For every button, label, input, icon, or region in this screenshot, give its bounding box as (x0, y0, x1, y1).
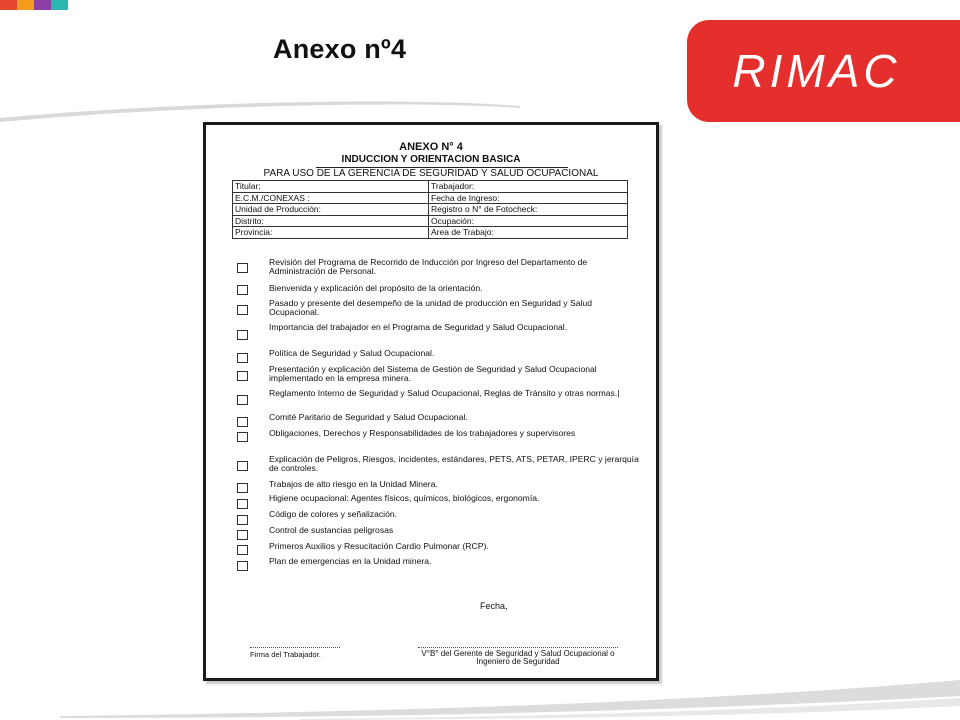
checkbox[interactable] (237, 305, 248, 315)
checklist-item-label: Plan de emergencias en la Unidad minera. (269, 556, 432, 566)
info-cell-left: Provincia: (233, 227, 429, 239)
checkbox[interactable] (237, 483, 248, 493)
info-cell-right: Ocupación: (429, 215, 628, 227)
checkbox[interactable] (237, 545, 248, 555)
checklist-item-label: Higiene ocupacional: Agentes físicos, químicos, biológicos, ergonomía. (269, 493, 540, 503)
checklist-item-label: Presentación y explicación del Sistema de Gestión de Seguridad y Salud Ocupacional implementado en la empresa minera. (269, 364, 597, 383)
checkbox[interactable] (237, 353, 248, 363)
info-cell-right: Fecha de Ingreso: (429, 192, 628, 204)
checklist-item-label: Reglamento Interno de Seguridad y Salud Ocupacional, Reglas de Tránsito y otras normas.| (269, 388, 620, 398)
checkbox[interactable] (237, 530, 248, 540)
annex-document (203, 122, 659, 681)
doc-subheading: INDUCCION Y ORIENTACION BASICA (341, 154, 521, 165)
checklist-item-label: Obligaciones, Derechos y Responsabilidades de los trabajadores y supervisores (269, 428, 576, 438)
color-strip (0, 0, 68, 10)
checkbox[interactable] (237, 461, 248, 471)
strip-segment-yellow (17, 0, 34, 10)
checklist-item-label: Bienvenida y explicación del propósito de la orientación. (269, 283, 483, 293)
strip-segment-orange (0, 0, 17, 10)
strip-segment-teal (51, 0, 68, 10)
checklist-item-label: Pasado y presente del desempeño de la unidad de producción en Seguridad y Salud Ocupacional. (269, 298, 592, 317)
info-cell-right: Registro o N° de Fotocheck: (429, 204, 628, 216)
checkbox[interactable] (237, 395, 248, 405)
slide-title: Anexo nº4 (273, 34, 407, 64)
info-cell-right: Area de Trabajo: (429, 227, 628, 239)
checklist-item-label: Política de Seguridad y Salud Ocupacional. (269, 348, 435, 358)
checkbox[interactable] (237, 499, 248, 509)
induction-checklist (206, 125, 656, 678)
checkbox[interactable] (237, 515, 248, 525)
checkbox[interactable] (237, 263, 248, 273)
checklist-item-label: Trabajos de alto riesgo en la Unidad Minera. (269, 479, 438, 489)
manager-signature-line: V°B° del Gerente de Seguridad y Salud Ocupacional o Ingeniero de Seguridad (418, 647, 618, 666)
info-cell-right: Trabajador: (429, 181, 628, 193)
doc-subheading-2: PARA USO DE LA GERENCIA DE SEGURIDAD Y SALUD OCUPACIONAL (263, 168, 599, 179)
info-cell-left: Unidad de Producción: (233, 204, 429, 216)
checklist-item-label: Revisión del Programa de Recorrido de Inducción por Ingreso del Departamento de Administración de Personal. (269, 257, 588, 276)
strip-segment-purple (34, 0, 51, 10)
info-cell-left: E.C.M./CONEXAS : (233, 192, 429, 204)
checkbox[interactable] (237, 330, 248, 340)
logo-text: RIMAC (732, 45, 901, 97)
info-cell-left: Titular: (233, 181, 429, 193)
checkbox[interactable] (237, 561, 248, 571)
doc-heading: ANEXO N° 4 (399, 141, 463, 153)
checkbox[interactable] (237, 285, 248, 295)
checkbox[interactable] (237, 371, 248, 381)
checklist-item-label: Comité Paritario de Seguridad y Salud Ocupacional. (269, 412, 468, 422)
checklist-item-label: Explicación de Peligros, Riesgos, incidentes, estándares, PETS, ATS, PETAR, IPERC y jerarquía de controles. (269, 454, 639, 473)
worker-signature-line: Firma del Trabajador. (250, 647, 340, 659)
checklist-item-label: Primeros Auxilios y Resucitación Cardio Pulmonar (RCP). (269, 541, 489, 551)
checklist-item-label: Código de colores y señalización. (269, 509, 398, 519)
checkbox[interactable] (237, 432, 248, 442)
checkbox[interactable] (237, 417, 248, 427)
date-label: Fecha, (480, 601, 508, 611)
checklist-item-label: Importancia del trabajador en el Programa de Seguridad y Salud Ocupacional. (269, 322, 568, 332)
info-cell-left: Distrito: (233, 215, 429, 227)
checklist-item-label: Control de sustancias peligrosas (269, 525, 394, 535)
